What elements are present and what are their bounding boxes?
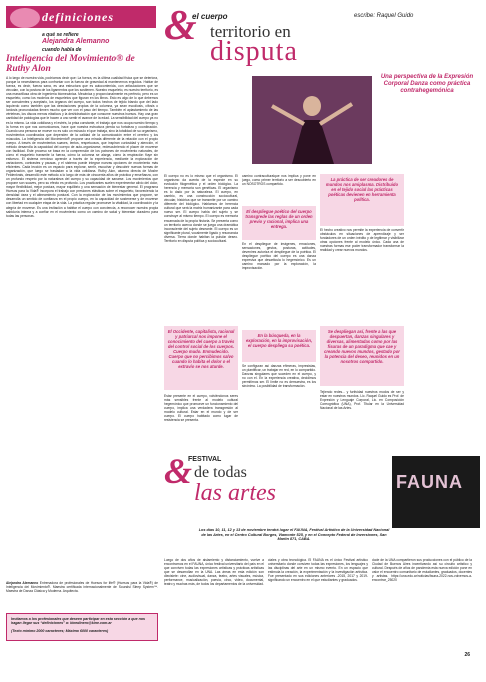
fauna-poster [392, 456, 480, 528]
article-title: Inteligencia del Movimiento® de Ruthy Alon [6, 54, 135, 74]
magazine-page [6, 3, 480, 670]
kicker-bottom: cuando habla de [42, 47, 82, 53]
invitation-note: (Texto mínimo 2000 caracteres; Máximo 6000 caracteres) [11, 628, 109, 633]
title-line2: disputa [210, 36, 298, 67]
quote-5: Se despliegan así, frente a las que despuertan, danzas singulares y diversas, alimentadas como por las fisuras de un paradigma que cae y creando nuevos mundos, gestado por la potencia del deseo, reunidos en un nosotros compartido. [324, 329, 400, 364]
cuerpo-col2-top: camino contraculturalque nos implica y pone en juego, como primer territorio a ser descubierto en un NOSOTROS compartido. [242, 174, 316, 187]
left-body-text: A lo largo de nuestra vida, podríamos decir que: La fuerza, es la última cualidad física que se deteriora, porque la necesitamos para confrontar con la fuerza de gravedad al mantenernos erguidos. Hablar de fuerza, es decir, fuerza sana, es una estructura que es autocontenida, con articulaciones que se vinculan, con la postura de los ligamentos que los sostienen. Nuestro esqueleto, es nuestro territorio, es una maravillosa obra de ingeniería biomecánica. Mecánica y proporcionalmente es perfecto, pero es un esqueleto, como los modelos de esqueletos que figuran en los libros. Esto es algo de lo que debemos ser conscientes y aceptarlo, los órganos del cuerpo, son todos hechos de tejido blando que del lado izquierdo como también que las desviaciones propias de la columna, ya sean escoliosis, cifosis o lordosis pronunciadas tienen mucho que ver con el paso del tiempo. También el aplastamiento de las vértebras, los discos menos elásticos y la deshidratación que consume nuestros huesos. Hay una gran cantidad de patologías que le hacen a uno sentir el avance de la edad. La sensibilidad del cuerpo ya no es la misma. La vida cotidiana y el estrés, la prisa constante, el trabajo que nos ocupa nuestro tiempo y la forma en que nos comunicamos, hace que nuestra estructura pierda su fortaleza y coordinación. Cuando una persona se mueve no es solo un músculo el que trabaja, sino la totalidad de su organismo, movimientos coordinados que dependen de la calidad de la comunicación entre el cerebro y los músculos. La Inteligencia del Movimiento® propone una mirada diferente de la relación con el propio cuerpo. A través de movimientos suaves, lentos, respetuosos, que inspiran curiosidad y atención, el método desarrolla la capacidad del cuerpo de auto-organizarse, redescubriendo el placer de moverse con facilidad. Este proceso se basa en la comprensión de los patrones de movimiento naturales, de cómo el esqueleto transmite la fuerza, cómo la columna se alarga, cómo la respiración fluye sin esfuerzo. El sistema nervioso aprende a través de la experiencia, mediante la exploración de variaciones, contrastes y pausas, y el sistema puede integrar nuevas opciones de movimiento más eficientes. Cada lección es un espacio para explorar, sentir, escuchar y descubrir nuevas formas de organización, que luego se trasladan a la vida cotidiana. Ruthy Alon, alumna directa de Moshe Feldenkrais, desarrolló este método a lo largo de más de cincuenta años de práctica y enseñanza, con un profundo respeto por la naturaleza del cuerpo y su capacidad de sanarse. Los movimientos que propone son suaves, pero su efecto es profundo. Los practicantes suelen experimentar alivio del dolor, mayor flexibilidad, mejor postura, mayor equilibrio y una sensación de bienestar general. El programa Huesos para la Vida® incorpora el trabajo con presiones elásticas sobre el esqueleto, favoreciendo la densidad ósea y el alineamiento postural. Con la exploración de los movimientos que propone, se desarrolla un sentido de confianza en el propio cuerpo, en la capacidad de sostenerse y de moverse con libertad en cualquier etapa de la vida. La práctica regular promueve la vitalidad, la coordinación y la alegría de moverse. Es una invitación a habitar el cuerpo con conciencia, a reconocer nuestra propia sabiduría interna y a confiar en el movimiento como un camino de salud y bienestar duradero para todas las personas. [6, 76, 158, 218]
title-line1: territorio en [210, 22, 291, 41]
page-number: 26 [464, 652, 470, 658]
invitation-box [6, 613, 158, 641]
quote-box-2 [242, 206, 316, 240]
fauna-logo: FAUNA [396, 472, 463, 492]
festival-info: Los días 10, 11, 12 y 13 de noviembre tendrá lugar el FAUNA, Festival Artístico de la Universidad Nacional de las Artes, en el Centro Cultural Borges, Viamonte 525, y en el Concepto Federal de Inversiones, San Martín 871, CABA. [198, 528, 390, 542]
invitation-text: Invitamos a los profesionales que deseen participar en esta sección a que nos hagan llegar sus “definiciones” a: kinedinero@kine.com.ar [11, 617, 146, 626]
dancer-photo [252, 76, 372, 164]
author-signature: Alejandra Alemanno [6, 581, 39, 585]
author-bio: Alejandra Alemanno Entrenadora de profesionales de Huesos for life® (Huesos para la Vida®) de Inteligencia del Movimiento®. Maestra certificada internacionalmente de Soundsl Sleep System™. Maestra de Danza Clásica y Moderna. Arquitecta. [6, 581, 158, 594]
quote-1: El Occidente, capitalista, racional y patriarcal nos impone el conocimiento del cuerpo a través del control social de los cuerpos. Cuerpo mudo. Enmudecido. Cuerpo que no percibimos salvo cuando lo habita el dolor o el extravío se nos aturde. [167, 329, 235, 369]
quote-3: En la búsqueda, en la exploración, en la improvisación, el cuerpo despliega su poética. [245, 333, 313, 348]
cuerpo-col3-bottom: Tejiendo redes... y furtividad nuestros modos de ser y estar en nuestros mundos. Lic. Raquel Guido es Prof. de Expresión y Lenguaje Corporal, Lic. en Composición Coreográfica (UNA), Prof. Titular en la Universidad Nacional de las Artes. [320, 390, 404, 411]
section-label: definiciones [42, 10, 114, 24]
banner-illustration [10, 8, 40, 28]
cuerpo-section: el cuerpo [192, 12, 228, 21]
quote-2: El despliegue poético del cuerpo transgrede las reglas de un orden previo y racional, implica una entrega. [245, 209, 313, 229]
quote-box-4 [320, 174, 404, 226]
section-banner [6, 6, 156, 28]
dancer-figure-icon [252, 76, 372, 164]
cuerpo-col2-mid: En el despliegue de imágenes, emociones, sensaciones, gestos, posturas, actitudes, devenires autoriza el despliegue de la poética. El despliegue poético del cuerpo es una danza expresiva que desarticula lo hegemónico. Es un camino marcado por la exploración, la improvisación. [242, 242, 316, 271]
quote-box-3 [242, 330, 316, 362]
festival-title1: de todas [194, 464, 247, 481]
festival-col1: Luego de dos años de aislamiento y distanciamiento, vuelve a encontrarnos en el FAUNA, único festival universitario del país en el que conviven todas las expresiones artísticas y prácticas artísticas que se desarrollan en la UNA. Las áreas en esta edición son diecisiete: cine, audiovisual, danza, teatro, artes visuales, música, performance, musicalización, poesía, circo, video, documental, teatro y muchas más, de todos los departamentos de la universidad. [164, 558, 264, 587]
cuerpo-header [164, 3, 480, 170]
festival-ampersand-icon: & [164, 451, 193, 491]
author-name: Alejandra Alemanno [42, 38, 110, 45]
cuerpo-col2-bottom: Se configuran así danzas efímeras, impresistas, un plantificar, un trabajar en red, en lo compartido. Danzas singulares que suceden en el cuerpo, y no con el. En la experiencia creativa, decidimos permitirnos ser. El límite no es demuestra, es los sinónimo. La posibilidad de transformación. [242, 364, 316, 389]
cuerpo-col1-top: El cuerpo no es lo mismo que el organismo. El organismo da cuenta de la especie en su evolución filogenética y el orden biológico. La herencia y memoria son genéticas. El organismo es lo dado por la naturaleza. El cuerpo, en cambio, es una construcción sociocultural, vincular, histórica que se transmite por un camino diferente del biológico. Hablamos de herencia cultural que será la matriz humanizante para cada nuevo ser. El cuerpo habla del sujeto y se construye al mismo tiempo. El cuerpo es memoria encarnada de la propia historia. Se presenta como un territorio acerca donde se juega una dramática inconsciente del sujeto deseante. El cuerpo es un significante plural, vocalmente ligado y resonancia diversa. Tierra donde habitan la pulsión deseo. Territorio en disputa política y sociocultural. [164, 174, 238, 243]
byline: escribe: Raquel Guido [354, 13, 414, 19]
festival-col2: ciales y obra tecnológica. El FAUNA es el único Festival artístico universitario donde conviven todas las expresiones, los lenguajes y las disciplinas del arte en un mismo evento. En un espacio que estimula la creación, la experimentación y la investigación artística. Fue presentado en sus ediciones anteriores -2015, 2017 y 2019- significando un encuentro en el que estudiantes y graduados. [268, 558, 368, 583]
festival-section: FESTIVAL [188, 456, 222, 463]
quote-box-1 [164, 326, 238, 390]
quote-4: La práctica de ser creadores de mundos nos amiplasma. Distribuido en el tejido social las prácticas poéticas devienen en herramienta política. [325, 177, 399, 202]
cuerpo-col1-bottom: Estar presente en el cuerpo, volviéndonos seres más sensibles frente al modelo cultural hegemónico que promueve un funcionamiento del cuerpo, implica una verdadera transgresión al modelo cultural. Estar en el mundo y de ser cuerpo. El cuerpo habitado como lugar de resistencia se presenta. [164, 394, 238, 423]
kicker-top: a qué se refiere [42, 32, 79, 38]
cuerpo-col3-top: El hecho creativo nos permite la experiencia de convertir obstáculos en situaciones de aprendizaje y ser fundadores de un orden inédito y de legitimar y visibilizar otras opciones frente al modelo único. Cada una de nuestras formas ese poder transformador transformar la realidad y crear nuevos mundos. [320, 228, 404, 253]
festival-title2: las artes [194, 480, 277, 506]
festival-header [164, 451, 480, 528]
cuerpo-subtitle: Una perspectiva de la Expresión Corporal Danza como práctica contrahegemónica [380, 74, 474, 94]
quote-box-5 [320, 326, 404, 386]
festival-col3: dode de la UNA compartieron sus producciones con el público de la Ciudad de Buenos Aires incentivando así su circuito artístico y cultural. Después de años de pandemia esta nueva edición pone en valor el encuentro comunitario de estudiantes, graduados, docentes y artistas. https://una.edu.ar/noticias/fauna-2022-nos-volvemos-a-encontrar_25020 [372, 558, 472, 583]
ampersand-icon: & [164, 3, 197, 49]
